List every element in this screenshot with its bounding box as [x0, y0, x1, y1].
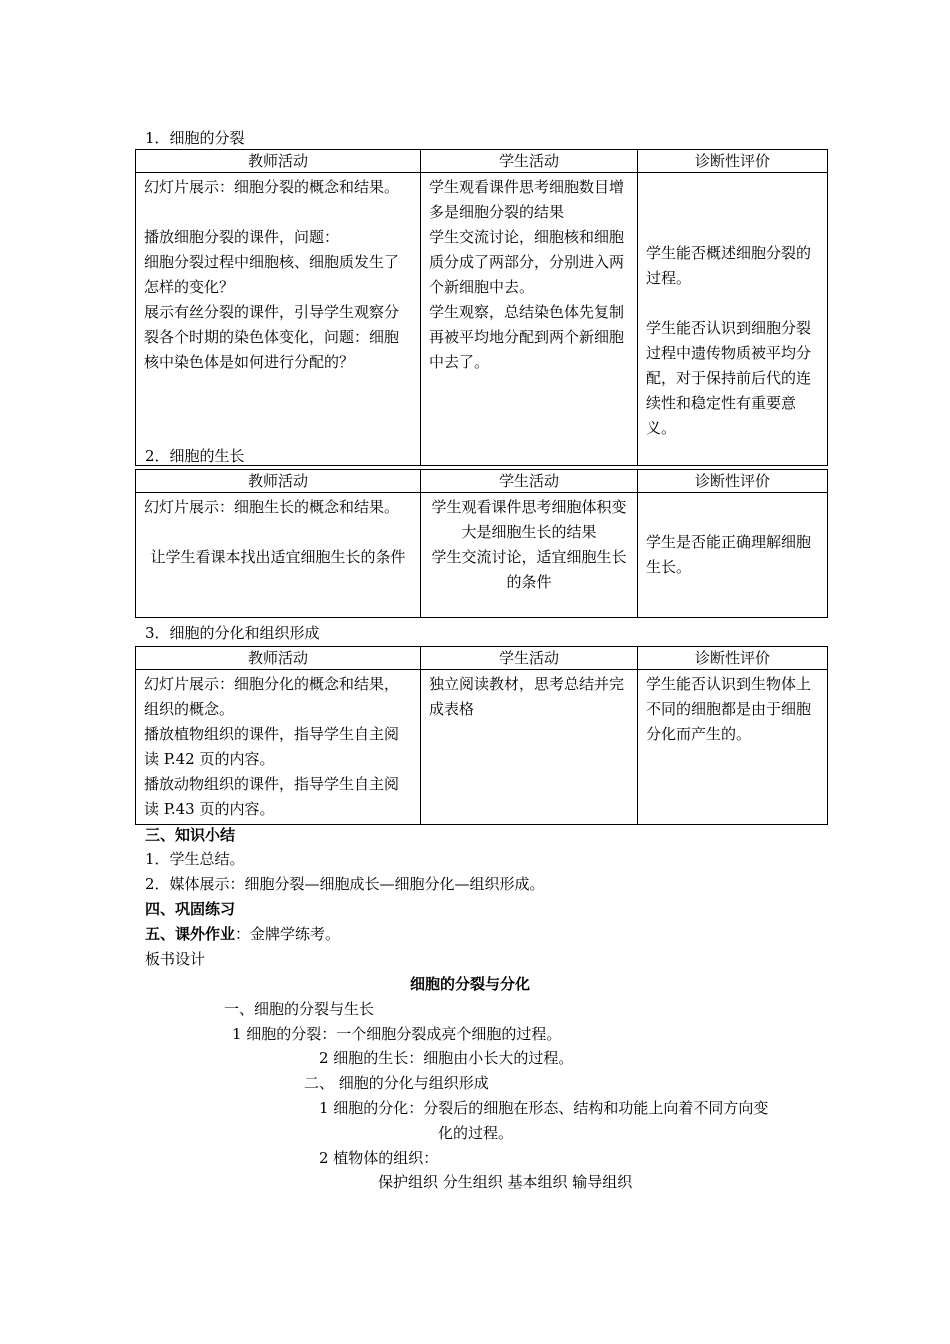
teacher-text: 细胞分裂过程中细胞核、细胞质发生了怎样的变化？ [144, 253, 400, 296]
teacher-text: 播放植物组织的课件，指导学生自主阅读 P.42 页的内容。 [144, 725, 400, 768]
board-item: 1 细胞的分裂：一个细胞分裂成亮个细胞的过程。 [232, 1025, 562, 1043]
header-teacher: 教师活动 [136, 150, 421, 173]
section2-title: 2．细胞的生长 [145, 447, 245, 465]
student-cell [421, 493, 638, 618]
section2-table [135, 469, 828, 618]
eval-cell [638, 493, 828, 618]
header-eval: 诊断性评价 [638, 647, 828, 670]
teacher-text: 展示有丝分裂的课件，引导学生观察分裂各个时期的染色体变化，问题：细胞核中染色体是如何进行分配的？ [144, 303, 400, 371]
board-title: 细胞的分裂与分化 [410, 975, 531, 993]
student-text: 学生交流讨论，适宜细胞生长的条件 [431, 548, 627, 591]
student-text: 学生交流讨论，细胞核和细胞质分成了两部分，分别进入两个新细胞中去。 [429, 228, 625, 296]
board-item: 2 细胞的生长：细胞由小长大的过程。 [319, 1049, 574, 1067]
section1-title: 1．细胞的分裂 [145, 129, 245, 147]
board-label: 板书设计 [145, 950, 206, 968]
header-student: 学生活动 [421, 470, 638, 493]
summary-item: 1．学生总结。 [145, 850, 245, 868]
practice-heading: 四、巩固练习 [145, 900, 236, 918]
board-part2: 二、 细胞的分化与组织形成 [304, 1074, 489, 1092]
summary-item: 2．媒体展示：细胞分裂—细胞成长—细胞分化—组织形成。 [145, 875, 545, 893]
header-eval: 诊断性评价 [638, 150, 828, 173]
header-student: 学生活动 [421, 150, 638, 173]
student-cell [421, 670, 638, 825]
section3-table [135, 646, 828, 825]
section3-title: 3．细胞的分化和组织形成 [145, 624, 320, 642]
homework-heading: 五、课外作业 [145, 925, 236, 943]
student-text: 学生观察，总结染色体先复制再被平均地分配到两个新细胞中去了。 [429, 303, 625, 371]
teacher-cell [136, 493, 421, 618]
summary-heading: 三、知识小结 [145, 826, 236, 844]
board-item: 2 植物体的组织： [319, 1149, 439, 1167]
header-teacher: 教师活动 [136, 470, 421, 493]
teacher-cell [136, 173, 421, 466]
teacher-cell [136, 670, 421, 825]
eval-cell [638, 173, 828, 466]
header-eval: 诊断性评价 [638, 470, 828, 493]
teacher-text: 幻灯片展示：细胞生长的概念和结果。 [144, 498, 400, 516]
eval-text: 学生能否认识到细胞分裂过程中遗传物质被平均分配，对于保持前后代的连续性和稳定性有重要意义。 [646, 319, 812, 437]
teacher-text: 播放细胞分裂的课件，问题： [144, 228, 340, 246]
eval-text: 学生能否认识到生物体上不同的细胞都是由于细胞分化而产生的。 [646, 675, 812, 743]
homework-text: ：金牌学练考。 [235, 925, 341, 943]
header-student: 学生活动 [421, 647, 638, 670]
teacher-text: 让学生看课本找出适宜细胞生长的条件 [150, 548, 406, 566]
student-cell [421, 173, 638, 466]
board-item: 1 细胞的分化：分裂后的细胞在形态、结构和功能上向着不同方向变 [319, 1099, 769, 1117]
homework-line [145, 923, 340, 945]
teacher-text: 幻灯片展示：细胞分化的概念和结果，组织的概念。 [144, 675, 400, 718]
board-part1: 一、细胞的分裂与生长 [224, 1000, 375, 1018]
student-text: 学生观看课件思考细胞体积变大是细胞生长的结果 [431, 498, 627, 541]
header-teacher: 教师活动 [136, 647, 421, 670]
board-tissues: 保护组织 分生组织 基本组织 输导组织 [378, 1173, 633, 1191]
section1-table [135, 149, 828, 466]
eval-cell [638, 670, 828, 825]
student-text: 学生观看课件思考细胞数目增多是细胞分裂的结果 [429, 178, 625, 221]
teacher-text: 幻灯片展示：细胞分裂的概念和结果。 [144, 178, 400, 196]
eval-text: 学生能否概述细胞分裂的过程。 [646, 244, 812, 287]
teacher-text: 播放动物组织的课件，指导学生自主阅读 P.43 页的内容。 [144, 775, 400, 818]
eval-text: 学生是否能正确理解细胞生长。 [646, 533, 812, 576]
student-text: 独立阅读教材，思考总结并完成表格 [429, 675, 625, 718]
board-item-continued: 化的过程。 [438, 1124, 514, 1142]
